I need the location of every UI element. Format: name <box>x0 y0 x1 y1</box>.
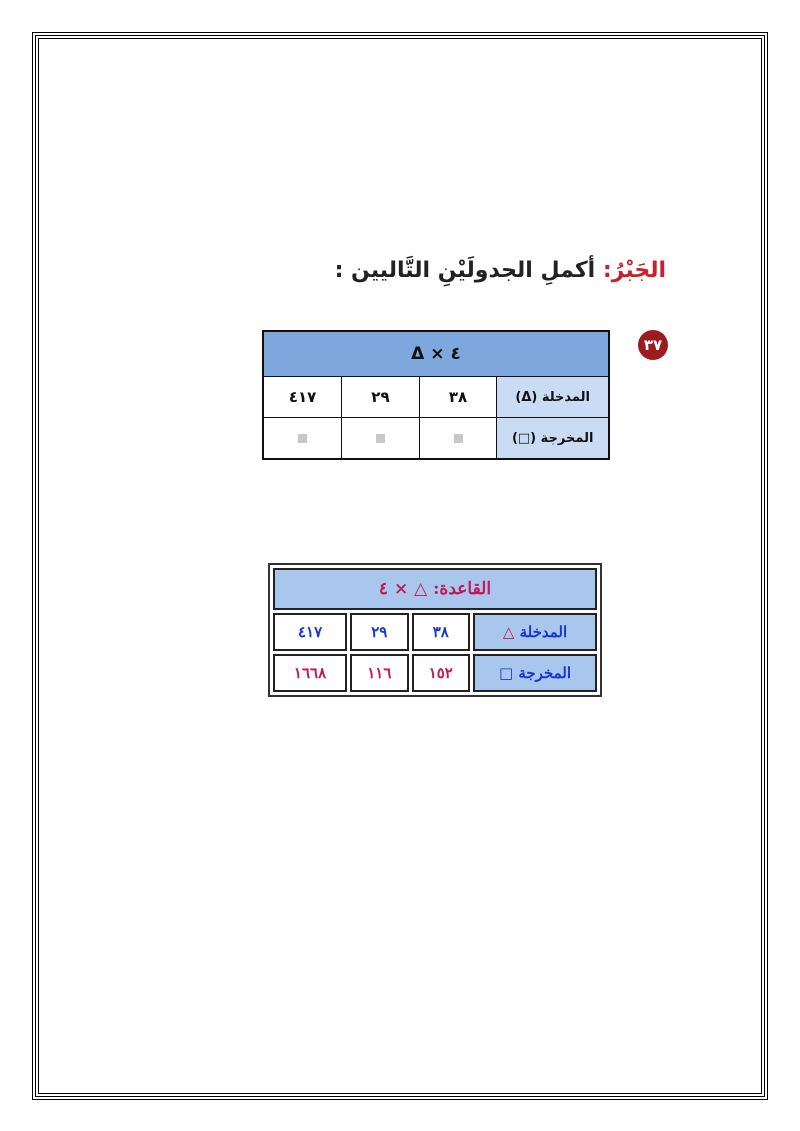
triangle-icon: △ <box>414 579 428 599</box>
answer-output-label <box>473 654 597 692</box>
book-input-value: ٤١٧ <box>263 377 342 418</box>
book-output-label: المخرجة (□) <box>497 418 609 460</box>
answer-output-value: ١٥٢ <box>412 654 470 692</box>
square-icon: □ <box>498 664 514 682</box>
answer-table <box>268 563 602 697</box>
book-input-value: ٣٨ <box>419 377 497 418</box>
instruction-text: أكملِ الجدولَيْنِ التَّاليين : <box>334 258 596 283</box>
answer-input-row <box>273 613 597 651</box>
rule-prefix: القاعدة: <box>433 579 492 599</box>
book-rule-cell: ٤ × Δ <box>263 331 609 377</box>
blank-cell <box>419 418 497 460</box>
answer-input-label <box>473 613 597 651</box>
blank-box-icon <box>376 434 385 443</box>
answer-output-row <box>273 654 597 692</box>
output-label-text: المخرجة <box>518 664 572 682</box>
blank-cell <box>263 418 342 460</box>
answer-input-value: ٤١٧ <box>273 613 347 651</box>
book-input-row <box>263 377 609 418</box>
answer-output-value: ١٦٦٨ <box>273 654 347 692</box>
blank-cell <box>342 418 420 460</box>
blank-box-icon <box>298 434 307 443</box>
answer-rule-cell <box>273 568 597 610</box>
book-input-value: ٢٩ <box>342 377 420 418</box>
question-number-badge: ٣٧ <box>638 330 668 360</box>
answer-input-value: ٢٩ <box>350 613 408 651</box>
book-input-label: المدخلة (Δ) <box>497 377 609 418</box>
triangle-icon: △ <box>502 623 515 641</box>
exercise-heading <box>335 258 666 283</box>
rule-times: × ٤ <box>378 579 409 599</box>
blank-box-icon <box>454 434 463 443</box>
answer-output-value: ١١٦ <box>350 654 408 692</box>
answer-input-value: ٣٨ <box>412 613 470 651</box>
input-label-text: المدخلة <box>519 623 568 641</box>
book-table <box>262 330 610 460</box>
book-output-row <box>263 418 609 460</box>
topic-label: الجَبْرُ: <box>602 258 666 283</box>
